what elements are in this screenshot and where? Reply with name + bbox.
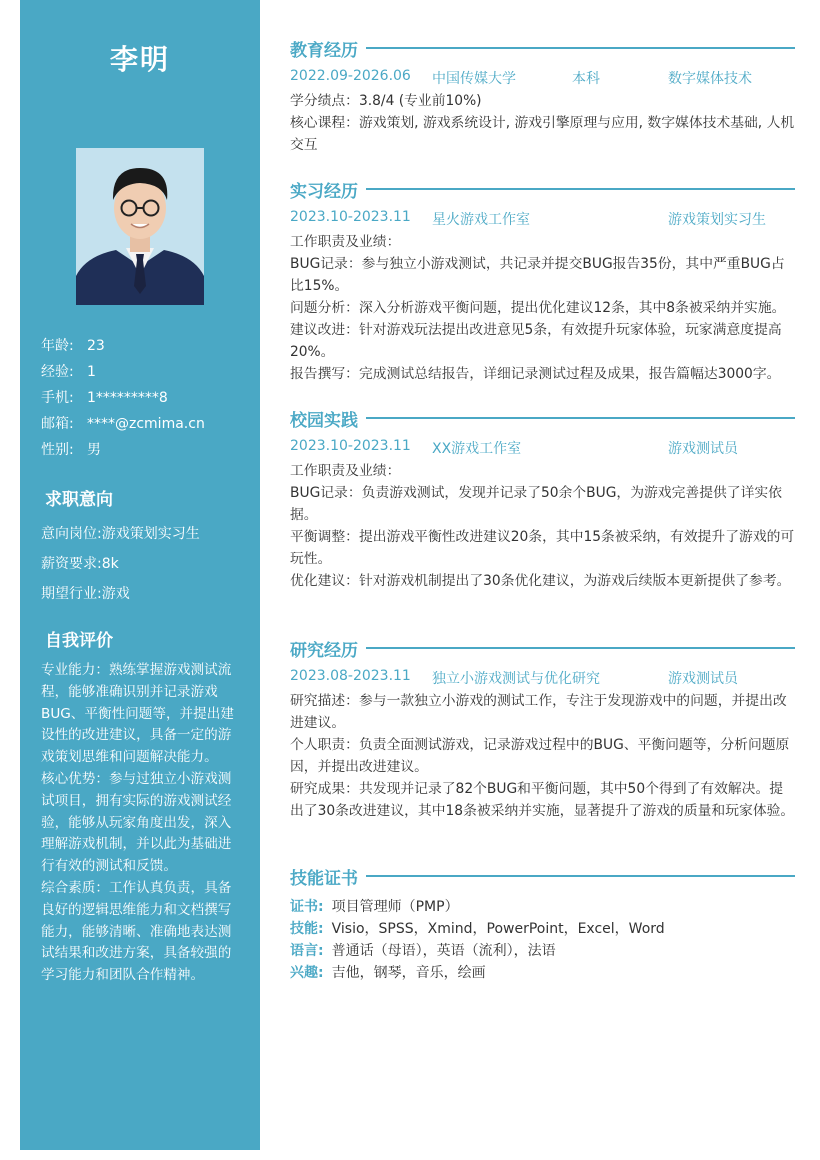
date-range: 2023.08-2023.11: [290, 668, 411, 684]
education-meta: [290, 68, 795, 90]
info-value: 1: [87, 364, 96, 380]
eval-paragraph: 核心优势：参与过独立小游戏测试项目，拥有实际的游戏测试经验，能够从玩家角度出发，深入理解游戏机制，并以此为基础进行有效的测试和反馈。: [41, 770, 232, 875]
info-phone: [41, 385, 251, 411]
research-section: [290, 636, 795, 822]
intent-value: 8k: [101, 556, 119, 572]
self-evaluation: [41, 660, 241, 987]
detail-line: BUG记录：负责游戏测试，发现并记录了50余个BUG，为游戏完善提供了详实依据。: [290, 485, 782, 523]
intent-title: 求职意向: [45, 490, 113, 510]
section-divider: [366, 875, 795, 877]
job-role: 游戏测试员: [668, 441, 738, 457]
personal-info: [41, 333, 251, 463]
company-name: 星火游戏工作室: [432, 212, 530, 228]
info-label: 年龄:: [41, 338, 74, 354]
intent-industry: [41, 579, 251, 609]
skill-label: 技能:: [290, 921, 324, 937]
section-title: 技能证书: [290, 868, 358, 889]
intent-label: 薪资要求:: [41, 556, 102, 572]
info-experience: [41, 359, 251, 385]
major: 数字媒体技术: [668, 71, 752, 87]
info-value: ****@zcmima.cn: [87, 416, 205, 432]
skill-row-interests: [290, 962, 795, 984]
section-title: 实习经历: [290, 181, 358, 202]
info-value: 23: [87, 338, 105, 354]
info-email: [41, 411, 251, 437]
detail-line: 核心课程：游戏策划, 游戏系统设计, 游戏引擎原理与应用, 数字媒体技术基础, 人机交互: [290, 115, 795, 153]
sidebar: [20, 0, 260, 1150]
school-name: 中国传媒大学: [432, 71, 516, 87]
profile-photo: [76, 148, 204, 305]
internship-meta: [290, 209, 795, 231]
section-title: 研究经历: [290, 640, 358, 661]
info-label: 手机:: [41, 390, 74, 406]
skill-label: 兴趣:: [290, 965, 324, 981]
intent-position: [41, 519, 251, 549]
info-label: 邮箱:: [41, 416, 74, 432]
date-range: 2022.09-2026.06: [290, 68, 411, 84]
skill-value: 吉他，钢琴，音乐，绘画: [331, 965, 486, 981]
campus-section: [290, 406, 795, 592]
eval-paragraph: 综合素质：工作认真负责，具备良好的逻辑思维能力和文档撰写能力，能够清晰、准确地表达测试结果和改进方案，具备较强的学习能力和团队合作精神。: [41, 879, 232, 984]
detail-line: 建议改进：针对游戏玩法提出改进意见5条，有效提升玩家体验，玩家满意度提高20%。: [290, 322, 782, 360]
intent-label: 期望行业:: [41, 586, 102, 602]
detail-line: 平衡调整：提出游戏平衡性改进建议20条，其中15条被采纳，有效提升了游戏的可玩性。: [290, 529, 795, 567]
skills-section: [290, 864, 795, 984]
skill-label: 证书:: [290, 899, 324, 915]
project-name: 独立小游戏测试与优化研究: [432, 671, 600, 687]
candidate-name: 李明: [109, 43, 170, 76]
company-name: XX游戏工作室: [432, 441, 522, 457]
detail-line: BUG记录：参与独立小游戏测试，共记录并提交BUG报告35份，其中严重BUG占比15%。: [290, 256, 785, 294]
section-title: 教育经历: [290, 40, 358, 61]
skill-row-certificate: [290, 896, 795, 918]
info-age: [41, 333, 251, 359]
info-label: 经验:: [41, 364, 74, 380]
section-divider: [366, 417, 795, 419]
section-divider: [366, 647, 795, 649]
detail-line: 工作职责及业绩：: [290, 234, 401, 250]
campus-details: [290, 460, 795, 592]
research-details: [290, 690, 795, 822]
skill-value: 普通话（母语），英语（流利），法语: [331, 943, 556, 959]
detail-line: 研究成果：共发现并记录了82个BUG和平衡问题，其中50个得到了有效解决。提出了30条改进建议，其中18条被采纳并实施，显著提升了游戏的质量和玩家体验。: [290, 781, 795, 819]
intent-label: 意向岗位:: [41, 526, 102, 542]
section-divider: [366, 47, 795, 49]
info-label: 性别:: [41, 442, 74, 458]
detail-line: 问题分析：深入分析游戏平衡问题，提出优化建议12条，其中8条被采纳并实施。: [290, 300, 786, 316]
detail-line: 研究描述：参与一款独立小游戏的测试工作，专注于发现游戏中的问题，并提出改进建议。: [290, 693, 787, 731]
intent-value: 游戏策划实习生: [101, 526, 200, 542]
section-title: 校园实践: [290, 410, 358, 431]
self-eval-title: 自我评价: [45, 631, 113, 651]
date-range: 2023.10-2023.11: [290, 209, 411, 225]
intent-value: 游戏: [101, 586, 130, 602]
skill-value: 项目管理师（PMP）: [331, 899, 459, 915]
job-role: 游戏策划实习生: [668, 212, 766, 228]
skill-row-language: [290, 940, 795, 962]
detail-line: 优化建议：针对游戏机制提出了30条优化建议，为游戏后续版本更新提供了参考。: [290, 573, 791, 589]
detail-line: 个人职责：负责全面测试游戏，记录游戏过程中的BUG、平衡问题等，分析问题原因，并提出改进建议。: [290, 737, 790, 775]
detail-line: 工作职责及业绩：: [290, 463, 401, 479]
degree: 本科: [572, 71, 600, 87]
skill-value: Visio，SPSS，Xmind，PowerPoint，Excel，Word: [331, 921, 665, 937]
education-section: [290, 36, 795, 156]
job-role: 游戏测试员: [668, 671, 738, 687]
intent-salary: [41, 549, 251, 579]
info-value: 男: [87, 442, 101, 458]
date-range: 2023.10-2023.11: [290, 438, 411, 454]
eval-paragraph: 专业能力：熟练掌握游戏测试流程，能够准确识别并记录游戏BUG、平衡性问题等，并提出建设性的改进建议，具备一定的游戏策划思维和问题解决能力。: [41, 662, 234, 766]
internship-section: [290, 177, 795, 385]
skill-label: 语言:: [290, 943, 324, 959]
detail-line: 学分绩点：3.8/4 (专业前10%): [290, 93, 482, 109]
research-meta: [290, 668, 795, 690]
internship-details: [290, 231, 795, 385]
avatar: [76, 148, 204, 305]
section-divider: [366, 188, 795, 190]
detail-line: 报告撰写：完成测试总结报告，详细记录测试过程及成果，报告篇幅达3000字。: [290, 366, 781, 382]
education-details: [290, 90, 795, 156]
skills-list: [290, 896, 795, 984]
campus-meta: [290, 438, 795, 460]
info-value: 1*********8: [87, 390, 168, 406]
info-gender: [41, 437, 251, 463]
job-intent: [41, 519, 251, 609]
skill-row-skills: [290, 918, 795, 940]
